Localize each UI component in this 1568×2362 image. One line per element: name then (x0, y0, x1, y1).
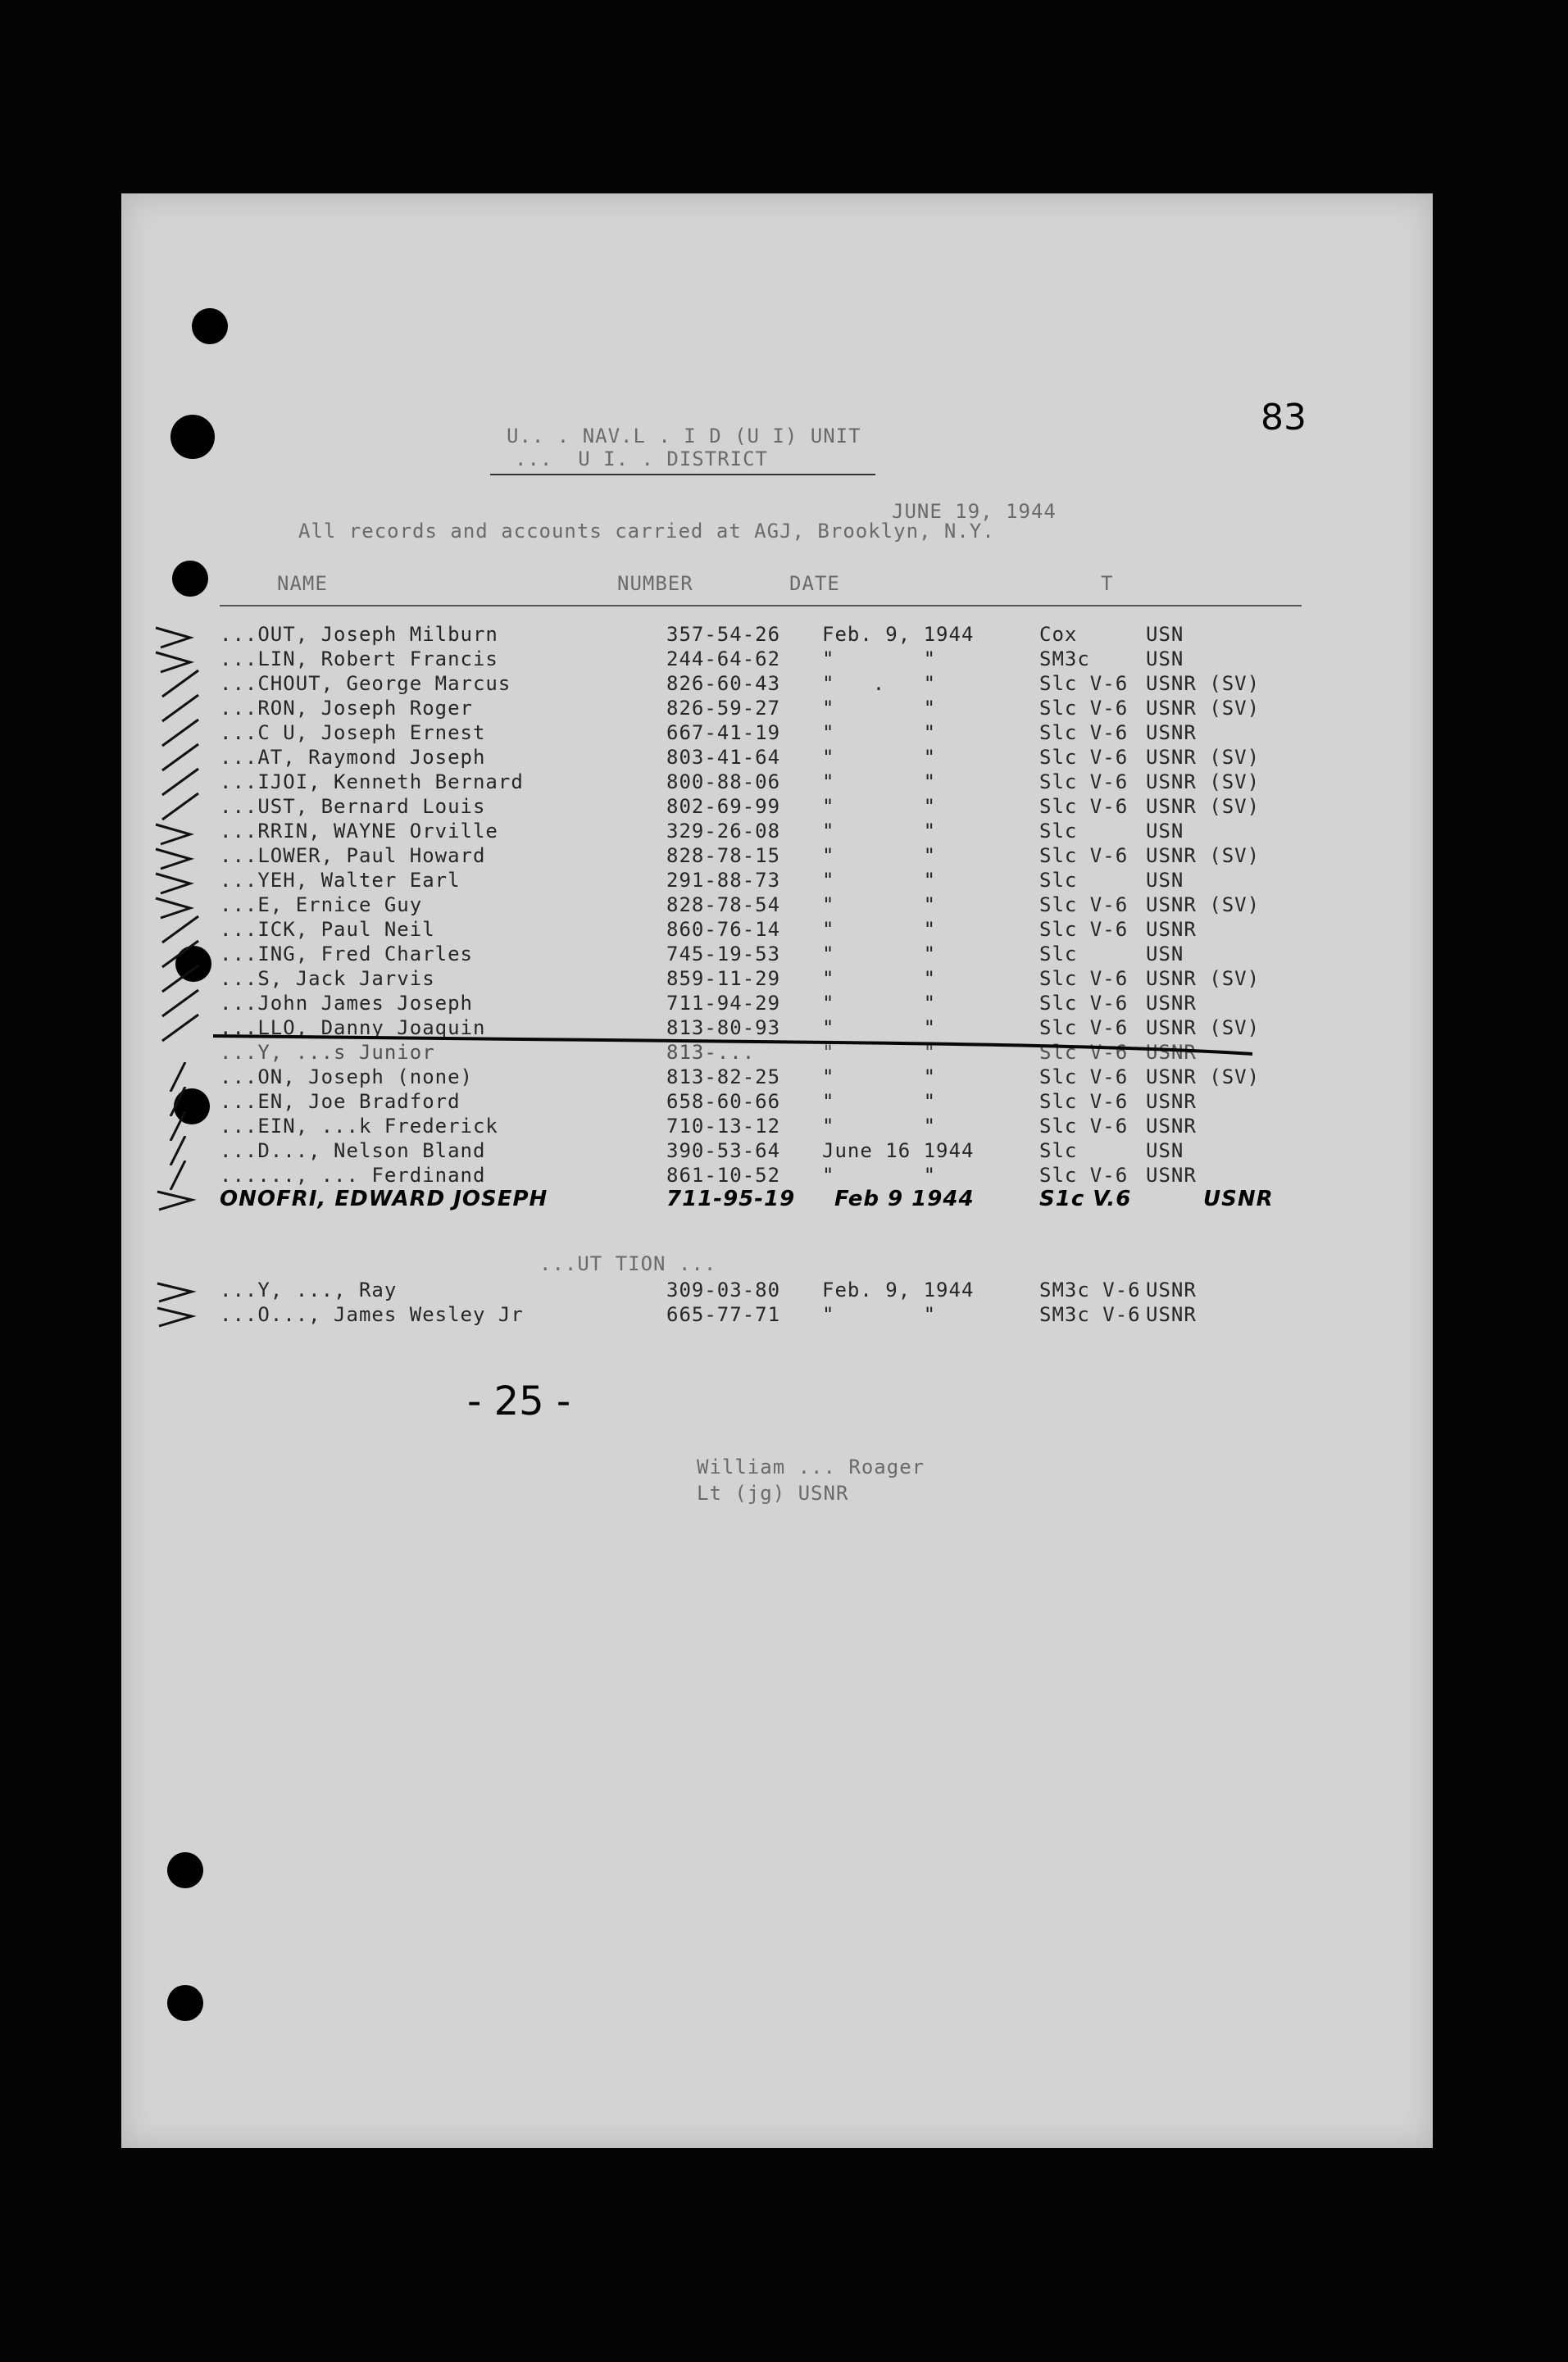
row-date: " " (822, 1115, 937, 1138)
row-rate: Slc V-6 (1039, 1115, 1129, 1138)
check-mark-icon (154, 1300, 203, 1329)
row-number: 813-80-93 (666, 1016, 781, 1039)
header-underline (490, 474, 875, 475)
row-number: 711-94-29 (666, 992, 781, 1015)
binder-hole (167, 1852, 203, 1888)
row-rate: Slc V-6 (1039, 967, 1129, 990)
row-service: USN (1146, 647, 1184, 670)
row-date: " " (822, 647, 937, 670)
row-name: ...O..., James Wesley Jr (220, 1303, 524, 1326)
row-rate: Slc V-6 (1039, 1164, 1129, 1187)
row-number: 710-13-12 (666, 1115, 781, 1138)
row-number: 860-76-14 (666, 918, 781, 941)
row-number: 711-95-19 (666, 1187, 796, 1211)
row-number: 357-54-26 (666, 623, 781, 646)
table-row (220, 1279, 1351, 1303)
row-number: 861-10-52 (666, 1164, 781, 1187)
table-row (220, 721, 1351, 746)
binder-hole (170, 415, 215, 459)
row-number: 813-82-25 (666, 1065, 781, 1088)
row-date: " " (822, 893, 937, 916)
row-rate: Slc V-6 (1039, 1016, 1129, 1039)
row-name: ...IJOI, Kenneth Bernard (220, 770, 524, 793)
table-row (220, 844, 1351, 869)
row-date: " " (822, 918, 937, 941)
row-number: 826-59-27 (666, 697, 781, 720)
table-row (220, 770, 1351, 795)
row-date: " " (822, 992, 937, 1015)
row-date: " . " (822, 672, 937, 695)
row-name: ...LIN, Robert Francis (220, 647, 498, 670)
row-service: USNR (1146, 918, 1197, 941)
row-rate: SM3c V-6 (1039, 1303, 1141, 1326)
row-service: USNR (1146, 1115, 1197, 1138)
row-date: " " (822, 844, 937, 867)
row-name: ......, ... Ferdinand (220, 1164, 486, 1187)
row-date: " " (822, 795, 937, 818)
table-row (220, 697, 1351, 721)
records-note: All records and accounts carried at AGJ, Brooklyn, N.Y. (298, 520, 995, 543)
row-service: USNR (1146, 1041, 1197, 1064)
signature-title: Lt (jg) USNR (697, 1482, 849, 1505)
row-date: " " (822, 820, 937, 843)
row-number: 859-11-29 (666, 967, 781, 990)
row-number: 803-41-64 (666, 746, 781, 769)
column-header-rule (220, 605, 1302, 606)
row-rate: Slc V-6 (1039, 893, 1129, 916)
table-row (220, 1090, 1351, 1115)
row-rate: Slc V-6 (1039, 1090, 1129, 1113)
page-number: 83 (1261, 397, 1307, 438)
row-number: 329-26-08 (666, 820, 781, 843)
row-rate: Slc V-6 (1039, 746, 1129, 769)
column-header-number: NUMBER (617, 572, 693, 595)
row-number: 665-77-71 (666, 1303, 781, 1326)
row-number: 658-60-66 (666, 1090, 781, 1113)
document-date: JUNE 19, 1944 (892, 500, 1057, 523)
row-name: ...E, Ernice Guy (220, 893, 423, 916)
row-date: " " (822, 1090, 937, 1113)
row-date: " " (822, 721, 937, 744)
row-rate: Slc V-6 (1039, 697, 1129, 720)
row-rate: Slc (1039, 869, 1078, 892)
row-number: 309-03-80 (666, 1279, 781, 1301)
row-service: USNR (SV) (1146, 697, 1261, 720)
table-row (220, 1164, 1351, 1188)
row-name: ...ING, Fred Charles (220, 943, 473, 965)
row-date: " " (822, 1303, 937, 1326)
row-name: ...Y, ...s Junior (220, 1041, 435, 1064)
table-row (220, 893, 1351, 918)
row-rate: Slc V-6 (1039, 795, 1129, 818)
row-rate: SM3c V-6 (1039, 1279, 1141, 1301)
row-service: USN (1146, 943, 1184, 965)
row-date: Feb. 9, 1944 (822, 623, 975, 646)
column-header-service: T (1101, 572, 1114, 595)
row-service: USNR (SV) (1146, 770, 1261, 793)
row-name: ...LOWER, Paul Howard (220, 844, 486, 867)
row-number: 800-88-06 (666, 770, 781, 793)
row-service: USNR (SV) (1146, 844, 1261, 867)
row-service: USNR (SV) (1146, 967, 1261, 990)
row-service: USN (1146, 1139, 1184, 1162)
row-service: USNR (1146, 1279, 1197, 1301)
row-name: ONOFRI, EDWARD JOSEPH (220, 1187, 548, 1211)
row-service: USNR (1146, 1164, 1197, 1187)
row-number: 291-88-73 (666, 869, 781, 892)
row-date: " " (822, 770, 937, 793)
row-date: " " (822, 1065, 937, 1088)
table-row (220, 1303, 1351, 1328)
row-service: USNR (SV) (1146, 1065, 1261, 1088)
row-name: ...RRIN, WAYNE Orville (220, 820, 498, 843)
row-name: ...RON, Joseph Roger (220, 697, 473, 720)
header-line-2: ... U I. . DISTRICT (515, 447, 768, 470)
row-number: 813-... (666, 1041, 756, 1064)
row-number: 390-53-64 (666, 1139, 781, 1162)
row-date: " " (822, 746, 937, 769)
row-name: ...ICK, Paul Neil (220, 918, 435, 941)
row-service: USNR (1203, 1187, 1274, 1211)
row-number: 667-41-19 (666, 721, 781, 744)
table-row (220, 647, 1351, 672)
table-row (220, 1139, 1351, 1164)
row-rate: S1c V.6 (1039, 1187, 1132, 1211)
row-number: 828-78-54 (666, 893, 781, 916)
row-rate: Slc V-6 (1039, 1041, 1129, 1064)
binder-hole (167, 1985, 203, 2021)
row-name: ...CHOUT, George Marcus (220, 672, 511, 695)
binder-hole (172, 561, 208, 597)
row-service: USNR (SV) (1146, 746, 1261, 769)
row-date: June 16 1944 (822, 1139, 975, 1162)
row-date: " " (822, 1041, 937, 1064)
table-row (220, 623, 1351, 647)
row-number: 244-64-62 (666, 647, 781, 670)
table-row (220, 918, 1351, 943)
signature-name: William ... Roager (697, 1456, 925, 1479)
row-service: USNR (SV) (1146, 795, 1261, 818)
handwritten-row (220, 1187, 1351, 1211)
table-row (220, 795, 1351, 820)
table-row (220, 992, 1351, 1016)
row-rate: Slc V-6 (1039, 918, 1129, 941)
table-row (220, 1115, 1351, 1139)
row-rate: Slc V-6 (1039, 770, 1129, 793)
row-number: 802-69-99 (666, 795, 781, 818)
row-name: ...ON, Joseph (none) (220, 1065, 473, 1088)
row-name: ...John James Joseph (220, 992, 473, 1015)
row-service: USNR (SV) (1146, 672, 1261, 695)
row-rate: Slc (1039, 943, 1078, 965)
binder-hole (192, 308, 228, 344)
table-row (220, 1065, 1351, 1090)
column-header-date: DATE (789, 572, 840, 595)
row-service: USNR (1146, 721, 1197, 744)
handwritten-page-marker: - 25 - (467, 1379, 571, 1424)
row-name: ...EN, Joe Bradford (220, 1090, 461, 1113)
row-number: 828-78-15 (666, 844, 781, 867)
table-row (220, 943, 1351, 967)
row-name: ...OUT, Joseph Milburn (220, 623, 498, 646)
document-page (121, 193, 1433, 2148)
row-name: ...LLO, Danny Joaquin (220, 1016, 486, 1039)
section-title: ...UT TION ... (539, 1252, 717, 1275)
row-name: ...AT, Raymond Joseph (220, 746, 486, 769)
row-service: USNR (SV) (1146, 1016, 1261, 1039)
table-row (220, 672, 1351, 697)
row-date: Feb. 9, 1944 (822, 1279, 975, 1301)
row-name: ...YEH, Walter Earl (220, 869, 461, 892)
table-row (220, 967, 1351, 992)
row-number: 826-60-43 (666, 672, 781, 695)
header-line-1: U.. . NAV.L . I D (U I) UNIT (507, 425, 861, 447)
table-row (220, 746, 1351, 770)
table-row (220, 869, 1351, 893)
row-service: USNR (1146, 1090, 1197, 1113)
row-rate: Slc V-6 (1039, 672, 1129, 695)
row-name: ...EIN, ...k Frederick (220, 1115, 498, 1138)
row-rate: Slc V-6 (1039, 844, 1129, 867)
row-date: " " (822, 1016, 937, 1039)
row-service: USNR (1146, 1303, 1197, 1326)
row-service: USN (1146, 623, 1184, 646)
row-service: USN (1146, 869, 1184, 892)
row-service: USN (1146, 820, 1184, 843)
row-rate: Slc (1039, 820, 1078, 843)
row-date: " " (822, 967, 937, 990)
check-mark-icon (154, 1013, 203, 1042)
row-service: USNR (1146, 992, 1197, 1015)
column-header-name: NAME (277, 572, 328, 595)
row-rate: Slc (1039, 1139, 1078, 1162)
row-rate: Cox (1039, 623, 1078, 646)
row-date: " " (822, 697, 937, 720)
row-name: ...D..., Nelson Bland (220, 1139, 486, 1162)
row-number: 745-19-53 (666, 943, 781, 965)
row-rate: Slc V-6 (1039, 992, 1129, 1015)
row-name: ...C U, Joseph Ernest (220, 721, 486, 744)
row-date: " " (822, 943, 937, 965)
row-service: USNR (SV) (1146, 893, 1261, 916)
row-rate: SM3c (1039, 647, 1090, 670)
table-row (220, 820, 1351, 844)
row-rate: Slc V-6 (1039, 1065, 1129, 1088)
row-date: " " (822, 869, 937, 892)
row-date: Feb 9 1944 (834, 1187, 975, 1211)
strikethrough-line (211, 1029, 1261, 1062)
row-date: " " (822, 1164, 937, 1187)
row-name: ...UST, Bernard Louis (220, 795, 486, 818)
row-rate: Slc V-6 (1039, 721, 1129, 744)
check-mark-icon (154, 1183, 203, 1213)
row-name: ...Y, ..., Ray (220, 1279, 398, 1301)
row-name: ...S, Jack Jarvis (220, 967, 435, 990)
